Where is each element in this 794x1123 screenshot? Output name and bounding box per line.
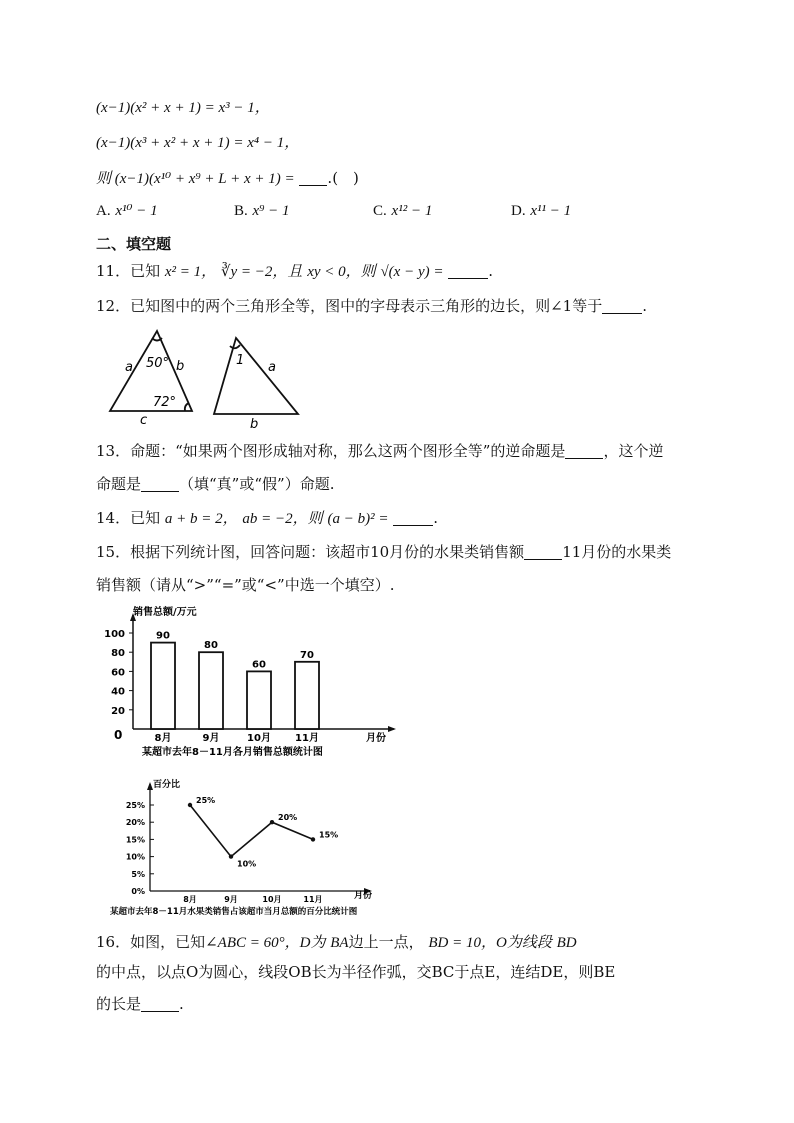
bar-chart-x-tick-label: 8月 [154, 733, 172, 744]
bar-data-label: 60 [252, 659, 266, 671]
q10-option-a[interactable]: A. x¹⁰ − 1 [96, 203, 158, 219]
bar-chart-y-tick-label: 80 [111, 648, 125, 660]
line-chart-x-tick-label: 8月 [183, 895, 197, 904]
q16-line-3: 的长是 . [96, 995, 184, 1013]
q10-option-b[interactable]: B. x⁹ − 1 [234, 203, 290, 219]
line-data-label: 25% [196, 796, 216, 805]
line-chart-x-tick-label: 10月 [262, 895, 282, 904]
bar-chart-x-label: 月份 [366, 733, 386, 744]
line-chart-title: 某超市去年8－11月水果类销售占该超市当月总额的百分比统计图 [110, 907, 358, 917]
q15-answer-blank[interactable] [524, 545, 562, 560]
bar [199, 652, 223, 729]
q11: 11．已知 x² = 1， ∛y = −2，且 xy < 0，则 √(x − y) = . [96, 262, 494, 280]
bar-chart-x-tick-label: 10月 [247, 733, 271, 744]
triangle-left-side-a: a [125, 360, 133, 375]
q12: 12．已知图中的两个三角形全等，图中的字母表示三角形的边长，则∠1等于 . [96, 297, 647, 315]
triangle-right [214, 338, 298, 414]
line-chart-y-tick-label: 20% [125, 818, 145, 828]
q10-answer-blank[interactable] [299, 171, 327, 186]
triangle-left-angle-top: 50° [146, 356, 170, 371]
triangle-left-side-c: c [140, 413, 148, 428]
triangle-left-side-b: b [176, 359, 185, 374]
bar-chart-y-tick-label: 60 [111, 667, 125, 679]
line-point [188, 803, 192, 807]
q13-answer-blank-2[interactable] [141, 477, 179, 492]
line-data-label: 10% [237, 859, 257, 869]
line-chart-y-tick-label: 25% [125, 801, 145, 810]
bar-chart-y-tick-label: 100 [104, 629, 125, 640]
line-chart-x-label: 月份 [354, 891, 373, 901]
q16-line-1: 16．如图，已知∠ABC = 60°，D为 BA边上一点， BD = 10，O为线段 BD [96, 933, 577, 951]
bar-chart-title: 某超市去年8－11月各月销售总额统计图 [142, 747, 323, 758]
triangle-right-angle-1: 1 [236, 353, 245, 368]
triangle-right-side-b: b [250, 417, 259, 430]
bar [247, 671, 271, 729]
q10-paren: .( ) [327, 169, 359, 187]
q10-expression: 则 (x−1)(x¹⁰ + x⁹ + L + x + 1) = [96, 171, 295, 187]
line-point [311, 837, 315, 841]
line-point [270, 820, 274, 824]
line-chart-y-tick-label: 5% [131, 869, 145, 879]
q11-answer-blank[interactable] [448, 264, 488, 279]
q12-answer-blank[interactable] [602, 299, 642, 314]
q15-line-1: 15．根据下列统计图，回答问题：该超市10月份的水果类销售额 11月份的水果类 [96, 543, 672, 561]
bar-chart-x-tick-label: 11月 [295, 733, 319, 744]
section-heading: 二、填空题 [96, 235, 172, 253]
q13-line-1: 13．命题：“如果两个图形成轴对称，那么这两个图形全等”的逆命题是 ，这个逆 [96, 442, 664, 460]
bar [295, 662, 319, 729]
q10-line-2: (x−1)(x³ + x² + x + 1) = x⁴ − 1， [96, 135, 300, 151]
q14-answer-blank[interactable] [393, 511, 433, 526]
q16-answer-blank[interactable] [141, 997, 179, 1012]
bar [151, 643, 175, 729]
q13-answer-blank-1[interactable] [565, 444, 603, 459]
bar-data-label: 80 [204, 640, 218, 652]
line-data-label: 20% [278, 813, 298, 823]
q15-line-2: 销售额（请从“>”“=”或“<”中选一个填空）. [96, 576, 395, 594]
triangle-right-side-a: a [268, 360, 276, 375]
bar-data-label: 70 [300, 649, 314, 661]
line-chart-y-tick-label: 10% [125, 852, 145, 862]
bar-chart [96, 603, 406, 763]
line-chart [108, 776, 398, 922]
bar-chart-origin: 0 [114, 728, 123, 742]
line-data-label: 15% [319, 830, 339, 840]
q12-triangles-figure [100, 326, 310, 430]
q16-line-2: 的中点，以点O为圆心，线段OB长为半径作弧，交BC于点E，连结DE，则BE [96, 963, 616, 981]
line-chart-x-tick-label: 9月 [224, 895, 238, 904]
q10-line-1: (x−1)(x² + x + 1) = x³ − 1， [96, 100, 270, 116]
q14: 14．已知 a + b = 2， ab = −2，则 (a − b)² = . [96, 509, 438, 527]
bar-chart-x-tick-label: 9月 [202, 733, 220, 744]
bar-chart-y-label: 销售总额/万元 [133, 607, 197, 618]
line-chart-y-label: 百分比 [153, 780, 181, 790]
line-chart-x-tick-label: 11月 [303, 895, 323, 904]
line-chart-y-tick-label: 15% [125, 835, 145, 845]
q10-option-d[interactable]: D. x¹¹ − 1 [511, 203, 572, 219]
bar-data-label: 90 [156, 630, 170, 642]
line-point [229, 854, 233, 858]
bar-chart-x-arrow [388, 726, 396, 732]
q10-line-3 [96, 168, 359, 189]
triangle-left-angle-br: 72° [153, 395, 177, 410]
q13-line-2: 命题是 （填“真”或“假”）命题. [96, 475, 335, 493]
q10-option-c[interactable]: C. x¹² − 1 [373, 203, 433, 219]
bar-chart-y-tick-label: 40 [111, 686, 125, 698]
line-chart-y-tick-label: 0% [131, 887, 145, 896]
bar-chart-y-tick-label: 20 [111, 705, 125, 717]
